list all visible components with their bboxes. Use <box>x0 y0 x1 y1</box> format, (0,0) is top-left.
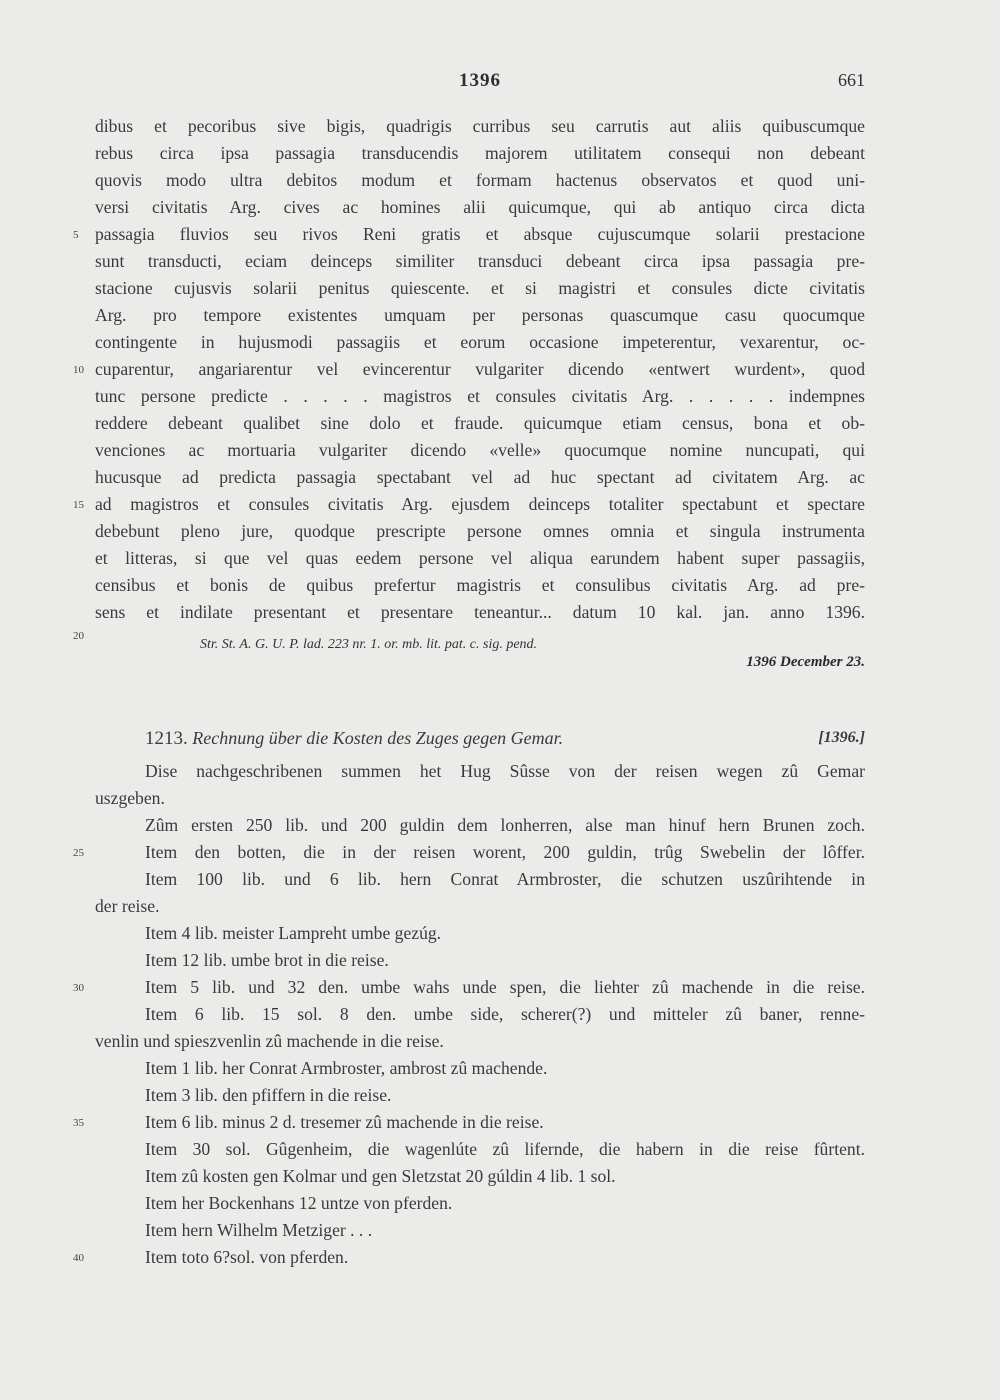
line-number: 40 <box>73 1252 84 1264</box>
line-number: 25 <box>73 847 84 859</box>
text-line: contingente in hujusmodi passagiis et eorum occasione impeterentur, vexarentur, oc- <box>95 332 865 352</box>
entry-line: Item 4 lib. meister Lampreht umbe gezúg. <box>145 923 442 943</box>
line-number: 5 <box>73 229 79 241</box>
text-line: venciones ac mortuaria vulgariter dicendo «velle» quocumque nomine nuncupati, qui <box>95 440 865 460</box>
text-line: stacione cujusvis solarii penitus quiescente. et si magistri et consules dicte civitatis <box>95 278 865 298</box>
entry-line: Item 6 lib. minus 2 d. tresemer zû machende in die reise. <box>145 1112 544 1132</box>
entry-line: Item 12 lib. umbe brot in die reise. <box>145 950 389 970</box>
document-date: 1396 December 23. <box>746 654 865 670</box>
entry-line: Dise nachgeschribenen summen het Hug Sûsse von der reisen wegen zû Gemar <box>145 761 865 781</box>
entry-line: Item 100 lib. und 6 lib. hern Conrat Armbroster, die schutzen uszûrihtende in <box>145 869 865 889</box>
entry-line: Item hern Wilhelm Metziger . . . <box>145 1220 373 1240</box>
text-line: hucusque ad predicta passagia spectabant vel ad huc spectant ad civitatem Arg. ac <box>95 467 865 487</box>
text-line: censibus et bonis de quibus prefertur magistris et consulibus civitatis Arg. ad pre- <box>95 575 865 595</box>
page-header <box>95 70 865 100</box>
entry-line: Item den botten, die in der reisen worent, 200 guldin, trûg Swebelin der lôffer. <box>145 842 865 862</box>
entry-line: Item 5 lib. und 32 den. umbe wahs unde spen, die liehter zû machende in die reise. <box>145 977 865 997</box>
text-line: Arg. pro tempore existentes umquam per personas quascumque casu quocumque <box>95 305 865 325</box>
entry-title: Rechnung über die Kosten des Zuges gegen Gemar. <box>192 728 564 748</box>
text-line: sens et indilate presentant et presentare teneantur... datum 10 kal. jan. anno 1396. <box>95 602 865 622</box>
text-line: passagia fluvios seu rivos Reni gratis et absque cujuscumque solarii prestacione <box>95 224 865 244</box>
line-number: 35 <box>73 1117 84 1129</box>
entry-line: Item zû kosten gen Kolmar und gen Sletzstat 20 gúldin 4 lib. 1 sol. <box>145 1166 616 1186</box>
entry-year: [1396.] <box>818 729 865 746</box>
line-number: 20 <box>73 630 84 642</box>
page-number: 661 <box>838 70 865 90</box>
entry-line: Item 3 lib. den pfiffern in die reise. <box>145 1085 392 1105</box>
text-line: quovis modo ultra debitos modum et formam hactenus observatos et quod uni- <box>95 170 865 190</box>
text-line: rebus circa ipsa passagia transducendis majorem utilitatem consequi non debeant <box>95 143 865 163</box>
entry-number: 1213. <box>145 728 188 749</box>
entry-line: venlin und spieszvenlin zû machende in die reise. <box>95 1031 444 1051</box>
entry-line: Item her Bockenhans 12 untze von pferden. <box>145 1193 453 1213</box>
entry-line: der reise. <box>95 896 160 916</box>
text-line: ad magistros et consules civitatis Arg. ejusdem deinceps totaliter spectabunt et spectare <box>95 494 865 514</box>
entry-line: Item 1 lib. her Conrat Armbroster, ambrost zû machende. <box>145 1058 548 1078</box>
text-line: cuparentur, angariarentur vel evincerentur vulgariter dicendo «entwert wurdent», quod <box>95 359 865 379</box>
entry-line: uszgeben. <box>95 788 165 808</box>
text-line: sunt transducti, eciam deinceps similiter transduci debeant circa ipsa passagia pre- <box>95 251 865 271</box>
entry-heading <box>145 725 865 752</box>
entry-line: Zûm ersten 250 lib. und 200 guldin dem lonherren, alse man hinuf hern Brunen zoch. <box>145 815 865 835</box>
entry-line: Item toto 6?sol. von pferden. <box>145 1247 349 1267</box>
text-line: debebunt pleno jure, quodque prescripte persone omnes omnia et singula instrumenta <box>95 521 865 541</box>
line-number: 10 <box>73 364 84 376</box>
text-line: reddere debeant qualibet sine dolo et fraude. quicumque etiam census, bona et ob- <box>95 413 865 433</box>
line-number: 15 <box>73 499 84 511</box>
entry-line: Item 30 sol. Gûgenheim, die wagenlúte zû lifernde, die habern in die reise fûrtent. <box>145 1139 865 1159</box>
entry-line: Item 6 lib. 15 sol. 8 den. umbe side, scherer(?) und mitteler zû baner, renne- <box>145 1004 865 1024</box>
source-citation: Str. St. A. G. U. P. lad. 223 nr. 1. or. mb. lit. pat. c. sig. pend. <box>200 637 538 652</box>
text-line: versi civitatis Arg. cives ac homines alii quicumque, qui ab antiquo circa dicta <box>95 197 865 217</box>
text-line: dibus et pecoribus sive bigis, quadrigis curribus seu carrutis aut aliis quibuscumque <box>95 116 865 136</box>
header-year: 1396 <box>459 70 501 91</box>
text-line: tunc persone predicte . . . . . magistros et consules civitatis Arg. . . . . . indempnes <box>95 386 865 406</box>
line-number: 30 <box>73 982 84 994</box>
text-line: et litteras, si que vel quas eedem persone vel aliqua earundem habent super passagiis, <box>95 548 865 568</box>
